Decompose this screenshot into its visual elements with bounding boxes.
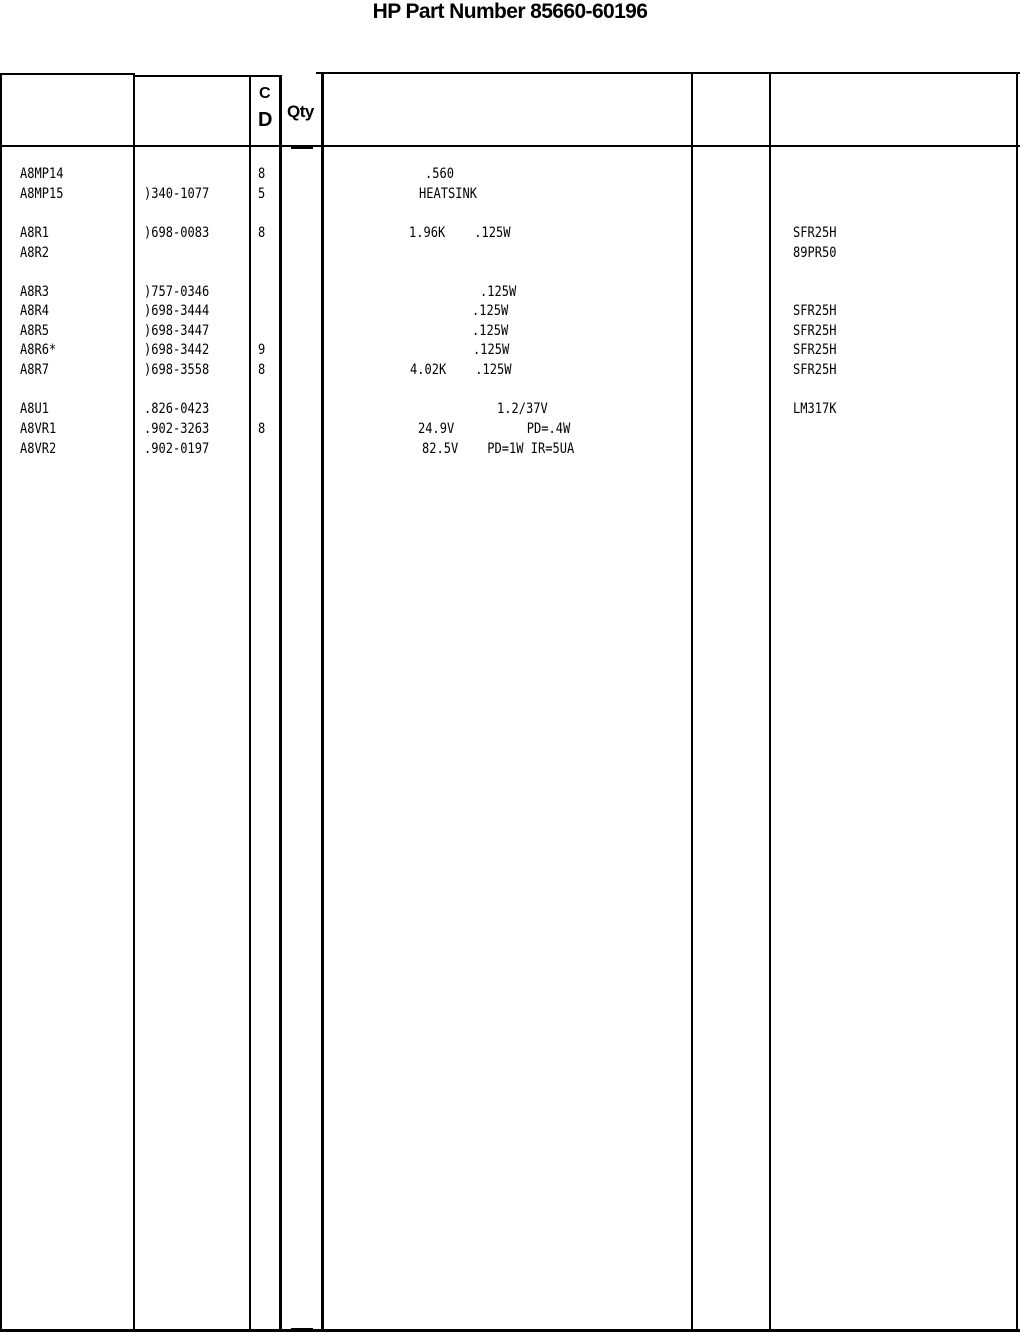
row-designator: A8VR1 — [20, 421, 57, 437]
row-check-digit: 8 — [258, 166, 266, 182]
table-bottom-border — [0, 1329, 1020, 1332]
row-check-digit: 5 — [258, 186, 266, 202]
header-qty: Qty — [287, 102, 314, 121]
column-rule-4 — [321, 72, 324, 1332]
row-part-number: .826-0423 — [144, 401, 210, 417]
row-description: 82.5V PD=1W IR=5UA — [422, 441, 575, 457]
column-rule-2 — [249, 75, 251, 1332]
row-description: 4.02K .125W — [410, 362, 512, 378]
row-designator: A8MP14 — [20, 166, 64, 182]
qty-tick-top — [291, 146, 313, 149]
row-mfr-part-number: SFR25H — [793, 342, 837, 358]
row-mfr-part-number: SFR25H — [793, 303, 837, 319]
row-mfr-part-number: SFR25H — [793, 225, 837, 241]
row-part-number: .902-3263 — [144, 421, 210, 437]
row-description: .125W — [472, 303, 509, 319]
row-mfr-part-number: SFR25H — [793, 362, 837, 378]
row-designator: A8R6* — [20, 342, 57, 358]
column-rule-left-edge — [0, 73, 2, 1332]
row-designator: A8U1 — [20, 401, 49, 417]
row-part-number: )698-3442 — [144, 342, 210, 358]
row-part-number: )340-1077 — [144, 186, 210, 202]
row-check-digit: 9 — [258, 342, 266, 358]
row-designator: A8R3 — [20, 284, 49, 300]
row-designator: A8R7 — [20, 362, 49, 378]
row-mfr-part-number: SFR25H — [793, 323, 837, 339]
row-description: .125W — [472, 323, 509, 339]
row-designator: A8MP15 — [20, 186, 64, 202]
row-designator: A8R4 — [20, 303, 49, 319]
qty-tick-bottom — [291, 1328, 313, 1331]
row-part-number: )757-0346 — [144, 284, 210, 300]
row-part-number: .902-0197 — [144, 441, 210, 457]
document-title: HP Part Number 85660-60196 — [372, 0, 648, 23]
row-description: .560 — [425, 166, 454, 182]
row-description: HEATSINK — [419, 186, 477, 202]
row-part-number: )698-3558 — [144, 362, 210, 378]
column-rule-1 — [133, 73, 135, 1332]
row-mfr-part-number: 89PR50 — [793, 245, 837, 261]
column-rule-3 — [279, 75, 282, 1332]
column-rule-5 — [691, 72, 693, 1332]
row-part-number: )698-3444 — [144, 303, 210, 319]
row-designator: A8R2 — [20, 245, 49, 261]
row-designator: A8R1 — [20, 225, 49, 241]
row-designator: A8R5 — [20, 323, 49, 339]
row-check-digit: 8 — [258, 421, 266, 437]
row-part-number: )698-3447 — [144, 323, 210, 339]
header-cd-bottom: D — [258, 109, 273, 131]
row-description: 1.96K .125W — [409, 225, 511, 241]
table-top-border-right — [316, 72, 1020, 74]
row-mfr-part-number: LM317K — [793, 401, 837, 417]
header-cd-top: C — [259, 85, 271, 102]
table-top-border-left — [0, 73, 135, 75]
column-rule-right-edge — [1016, 72, 1018, 1332]
row-check-digit: 8 — [258, 225, 266, 241]
row-description: .125W — [473, 342, 510, 358]
row-part-number: )698-0083 — [144, 225, 210, 241]
column-rule-6 — [769, 72, 771, 1332]
table-top-border-mid — [135, 75, 281, 77]
row-check-digit: 8 — [258, 362, 266, 378]
row-description: .125W — [480, 284, 517, 300]
header-divider — [0, 145, 1020, 147]
row-description: 24.9V PD=.4W — [418, 421, 571, 437]
row-designator: A8VR2 — [20, 441, 57, 457]
row-description: 1.2/37V — [497, 401, 548, 417]
